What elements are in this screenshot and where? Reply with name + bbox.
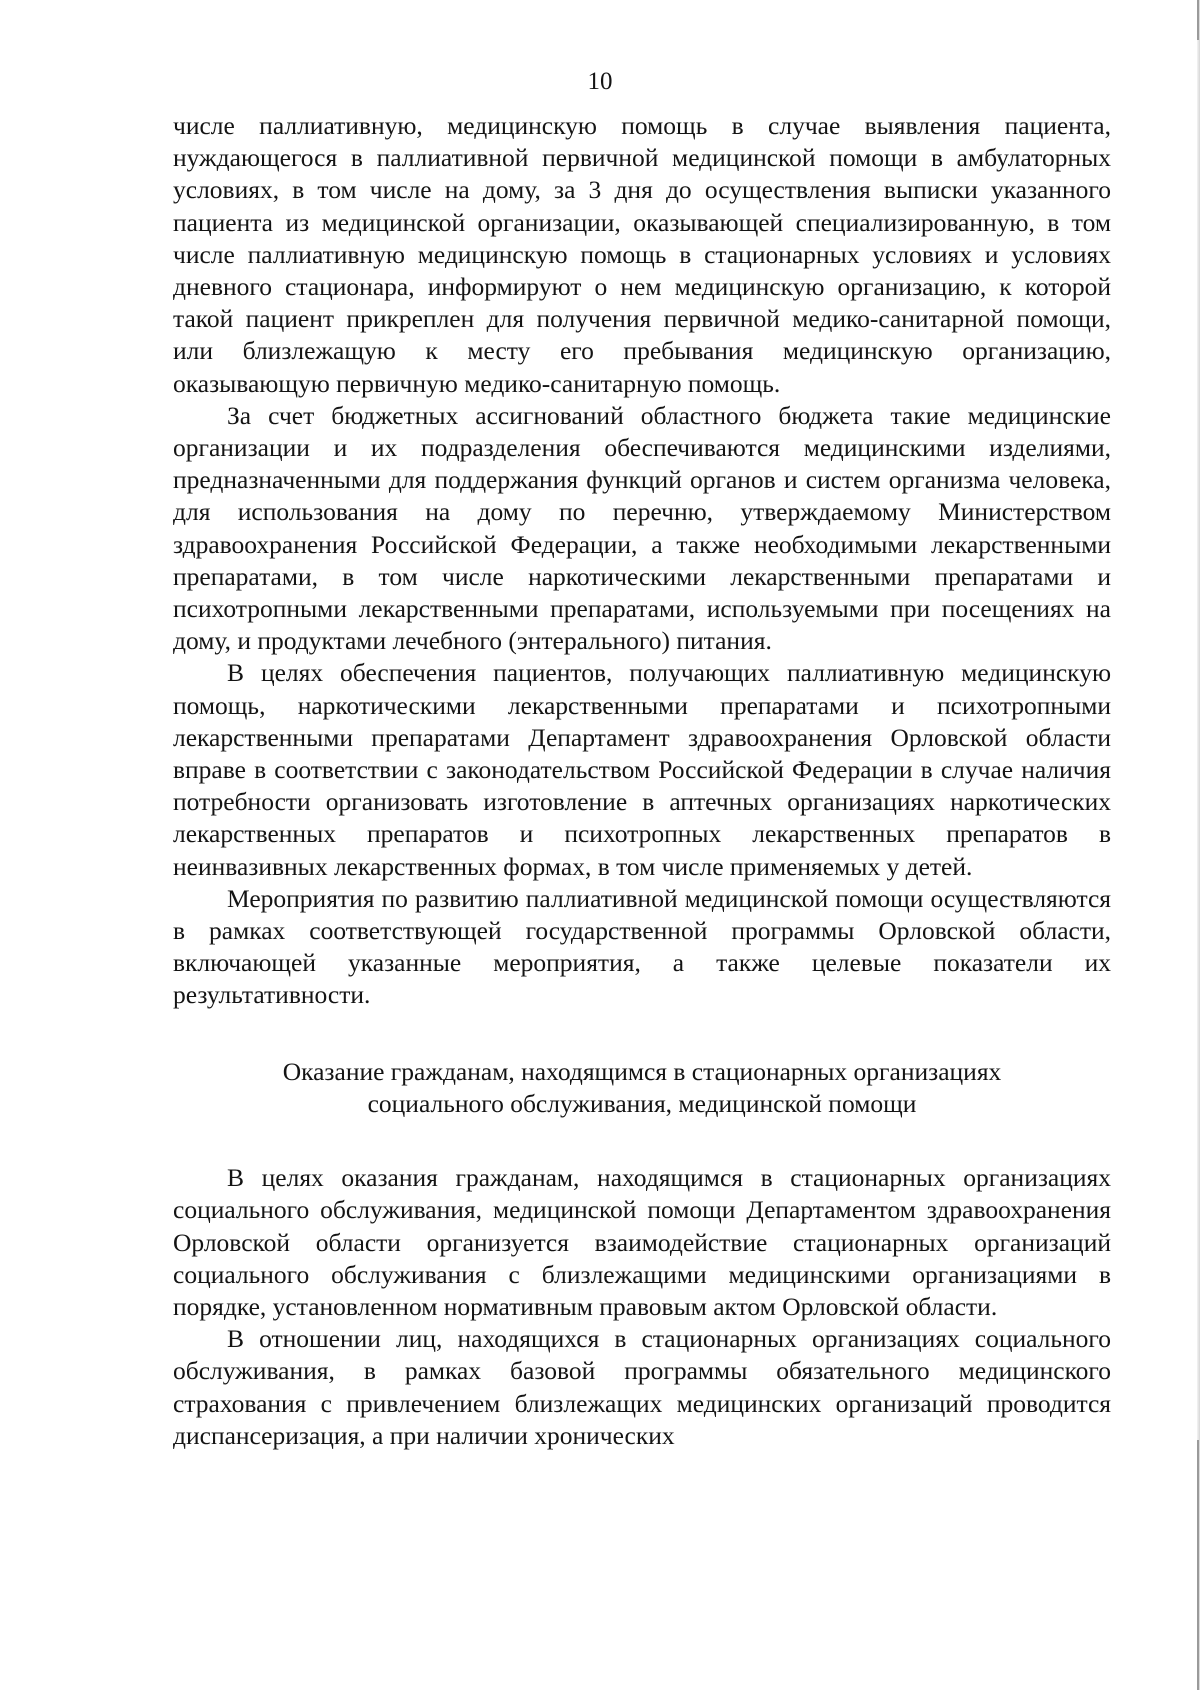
- section-heading-line-1: Оказание гражданам, находящимся в стационарных организациях: [282, 1056, 1002, 1086]
- paragraph-social-care-interaction: В целях оказания гражданам, находящимся в стационарных организациях социального обслуживания, медицинской помощи Департаментом здравоохранения Орловской области организуется взаимодействие стационарных организаций социального обслуживания с близлежащими медицинскими организациями в порядке, установленном нормативным правовым актом Орловской области.: [173, 1163, 1111, 1321]
- page-number: 10: [587, 68, 613, 95]
- paragraph-narcotic-supply: В целях обеспечения пациентов, получающих паллиативную медицинскую помощь, наркотическими лекарственными препаратами и психотропными лекарственными препаратами Департамент здравоохранения Орловской области вправе в соответствии с законодательством Российской Федерации в случае наличия потребности организовать изготовление в аптечных организациях наркотических лекарственных препаратов и психотропных лекарственных препаратов в неинвазивных лекарственных формах, в том числе применяемых у детей.: [173, 658, 1111, 881]
- paragraph-dispensary-exam: В отношении лиц, находящихся в стационарных организациях социального обслуживания, в рамках базовой программы обязательного медицинского страхования с привлечением близлежащих медицинских организаций проводится диспансеризация, а при наличии хронических: [173, 1324, 1111, 1450]
- section-heading: [173, 1056, 1111, 1120]
- paragraph-budget-funding: За счет бюджетных ассигнований областного бюджета такие медицинские организации и их подразделения обеспечиваются медицинскими изделиями, предназначенными для поддержания функций органов и систем организма человека, для использования на дому по перечню, утверждаемому Министерством здравоохранения Российской Федерации, а также необходимыми лекарственными препаратами, в том числе наркотическими лекарственными препаратами и психотропными лекарственными препаратами, используемыми при посещениях на дому, и продуктами лечебного (энтерального) питания.: [173, 400, 1111, 656]
- scan-edge-mark: [1197, 1440, 1199, 1690]
- document-body: [173, 110, 1111, 1452]
- paragraph-palliative-program: Мероприятия по развитию паллиативной медицинской помощи осуществляются в рамках соответствующей государственной программы Орловской области, включающей указанные мероприятия, а также целевые показатели их результативности.: [173, 883, 1111, 1010]
- scan-edge-mark: [1197, 0, 1199, 40]
- section-heading-line-2: социального обслуживания, медицинской помощи: [367, 1088, 917, 1118]
- paragraph-continued: числе паллиативную, медицинскую помощь в случае выявления пациента, нуждающегося в паллиативной первичной медицинской помощи в амбулаторных условиях, в том числе на дому, за 3 дня до осуществления выписки указанного пациента из медицинской организации, оказывающей специализированную, в том числе паллиативную медицинскую помощь в стационарных условиях и условиях дневного стационара, информируют о нем медицинскую организацию, к которой такой пациент прикреплен для получения первичной медико-санитарной помощи, или близлежащую к месту его пребывания медицинскую организацию, оказывающую первичную медико-санитарную помощь.: [173, 111, 1111, 398]
